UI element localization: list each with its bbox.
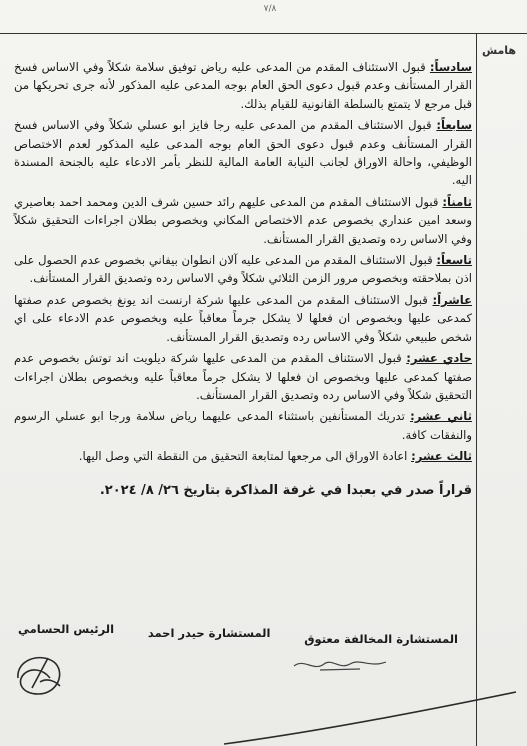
clause-ordinal: عاشراً: (432, 292, 472, 307)
clause-7 (14, 116, 472, 190)
clause-11 (14, 349, 472, 404)
clause-13 (14, 447, 472, 465)
clause-ordinal: ثامناً: (442, 194, 472, 209)
signature-president: الرئيس الحسامي (18, 622, 115, 636)
president-signature-icon (10, 648, 68, 700)
ruling-body (14, 58, 472, 513)
clause-text: اعادة الاوراق الى مرجعها لمتابعة التحقيق من النقطة التي وصل اليها. (78, 449, 412, 464)
clause-text: قبول الاستئناف المقدم من المدعى عليها شركة ديلويت اند توتش بخصوص عدم صفتها كمدعى عليها وبخصوص ان فعلها لا يشكل جرماً معاقباً عليه وبخصوص بطلان اجراءات التحقيق شكلاً وفي الاساس رده وتصديق القرار المستأنف. (14, 351, 472, 402)
header-rule (0, 33, 527, 34)
clause-text: قبول الاستئناف المقدم من المدعى عليه آلان انطوان بيفاني بخصوص عدم الحصول على اذن بملاحقته وبخصوص مرور الزمن الثلاثي شكلاً وفي الاساس رده وتصديق القرار المستأنف. (14, 253, 472, 286)
clause-ordinal: ثاني عشر: (410, 409, 472, 424)
clause-text: قبول الاستئناف المقدم من المدعى عليه رجا فايز ابو عسلي شكلاً وفي الاساس فسخ القرار المستأنف وعدم قبول دعوى الحق العام بوجه المدعى عليه المذكور لعدم الاختصاص الوظيفي، واحالة الاوراق لجانب النيابة العامة المالية للنظر بأمر الادعاء عليه بالجنحة المسندة اليه. (14, 118, 472, 188)
margin-rule (476, 33, 477, 746)
signature-block (18, 622, 458, 646)
margin-label: هامش (481, 44, 517, 57)
clause-ordinal: تاسعاً: (436, 253, 472, 268)
clause-text: قبول الاستئناف المقدم من المدعى عليه رياض توفيق سلامة شكلاً وفي الاساس فسخ القرار المستأنف وعدم قبول دعوى الحق العام بوجه المدعى عليه المذكور لأنه جرى تحريكها من قبل مرجع لا يتمتع بالسلطة القانونية للقيام بذلك. (14, 60, 472, 111)
signature-dissenting-member: المستشارة المخالفة معتوق (304, 632, 458, 646)
dissent-signature-icon (290, 652, 390, 676)
signature-member: المستشارة حيدر احمد (147, 626, 271, 640)
clause-ordinal: حادي عشر: (406, 351, 472, 366)
clause-10 (14, 291, 472, 346)
page-number: ٧/٨ (263, 4, 277, 14)
clause-ordinal: سادساً: (429, 60, 472, 74)
clause-ordinal: سابعاً: (436, 118, 472, 133)
clause-text: تدريك المستأنفين باستثناء المدعى عليهما رياض سلامة ورجا ابو عسلي الرسوم والنفقات كافة. (14, 409, 472, 442)
decision-date-line: قراراً صدر في بعبدا في غرفة المذاكرة بتاريخ ٢٦/ ٨/ ٢٠٢٤. (99, 482, 472, 498)
clause-text: قبول الاستئناف المقدم من المدعى عليهم رائد حسين شرف الدين ومحمد احمد بعاصيري وسعد امين عنداري بخصوص عدم الاختصاص المكاني وبخصوص بطلان اجراءات التحقيق شكلاً وفي الاساس رده وتصديق القرار المستأنف. (14, 194, 472, 246)
clause-ordinal: ثالث عشر: (411, 449, 472, 464)
clause-8 (14, 193, 472, 248)
closing-stroke-icon (220, 690, 520, 746)
clause-9 (14, 251, 472, 288)
clause-6 (14, 58, 472, 113)
clause-text: قبول الاستئناف المقدم من المدعى عليها شركة ارنست اند يونغ بخصوص عدم صفتها كمدعى عليها وبخصوص ان فعلها لا يشكل جرماً معاقباً عليه وبخصوص عدم الادعاء على اي شخص طبيعي شكلاً وفي الاساس رده وتصديق القرار المستأنف. (14, 292, 472, 344)
clause-12 (14, 407, 472, 444)
